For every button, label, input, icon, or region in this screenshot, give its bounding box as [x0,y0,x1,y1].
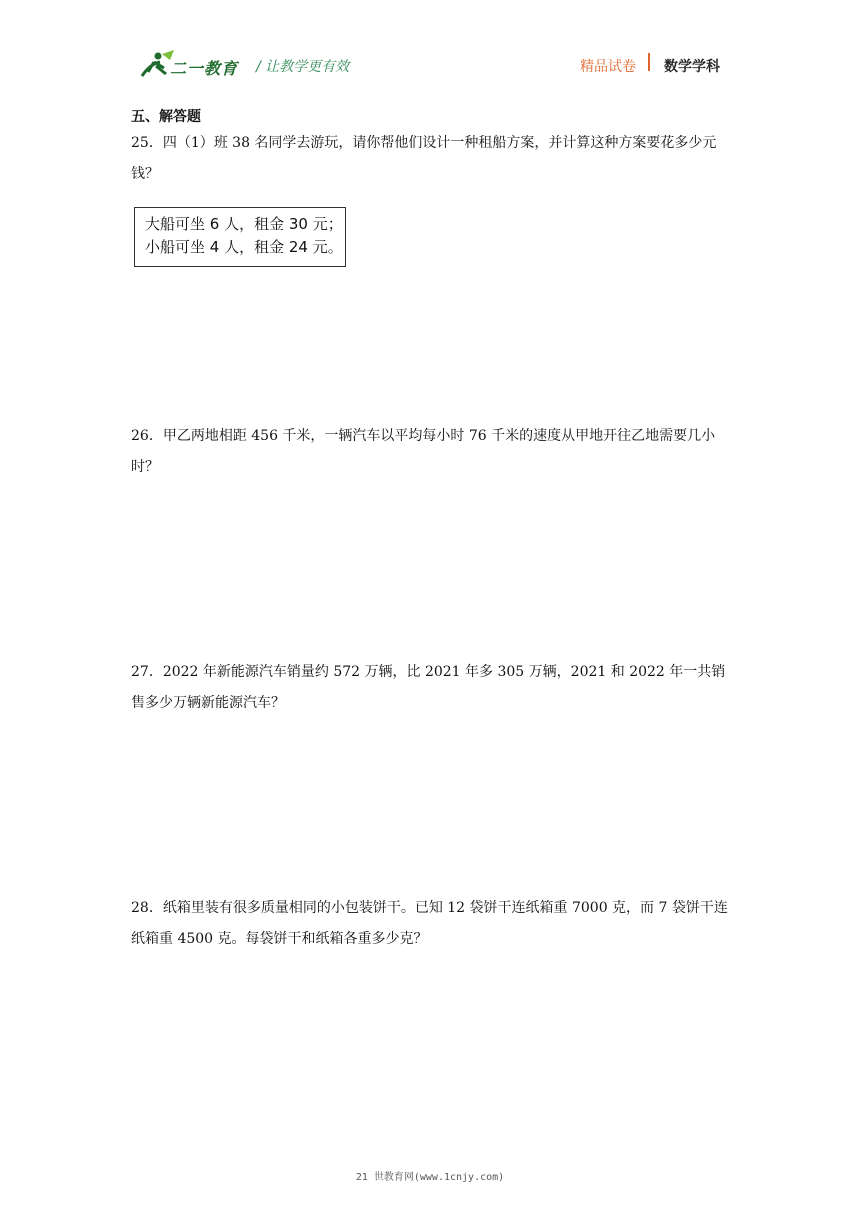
header-slogan: / 让教学更有效 [256,59,350,75]
small-boat-line: 小船可坐 4 人，租金 24 元。 [145,238,343,256]
question-25: 25．四（1）班 38 名同学去游玩，请你帮他们设计一种租船方案，并计算这种方案要花多少元钱？ [131,135,717,182]
question-28: 28．纸箱里装有很多质量相同的小包装饼干。已知 12 袋饼干连纸箱重 7000 克，而 7 袋饼干连纸箱重 4500 克。每袋饼干和纸箱各重多少克？ [131,900,728,947]
section-title: 五、解答题 [131,109,201,125]
page-header [0,0,860,90]
page-footer: 21 世教育网(www.1cnjy.com) [355,1172,505,1183]
header-badge-quality: 精品试卷 [580,59,636,75]
question-27: 27．2022 年新能源汽车销量约 572 万辆，比 2021 年多 305 万辆，2021 和 2022 年一共销售多少万辆新能源汽车？ [131,664,726,711]
header-badge-subject: 数学学科 [664,59,720,75]
big-boat-line: 大船可坐 6 人，租金 30 元； [145,215,343,233]
boat-rental-info-box [134,207,346,267]
logo-text: 二一教育 [170,59,239,78]
question-26: 26．甲乙两地相距 456 千米，一辆汽车以平均每小时 76 千米的速度从甲地开往乙地需要几小时？ [131,428,716,475]
header-divider [648,53,650,71]
